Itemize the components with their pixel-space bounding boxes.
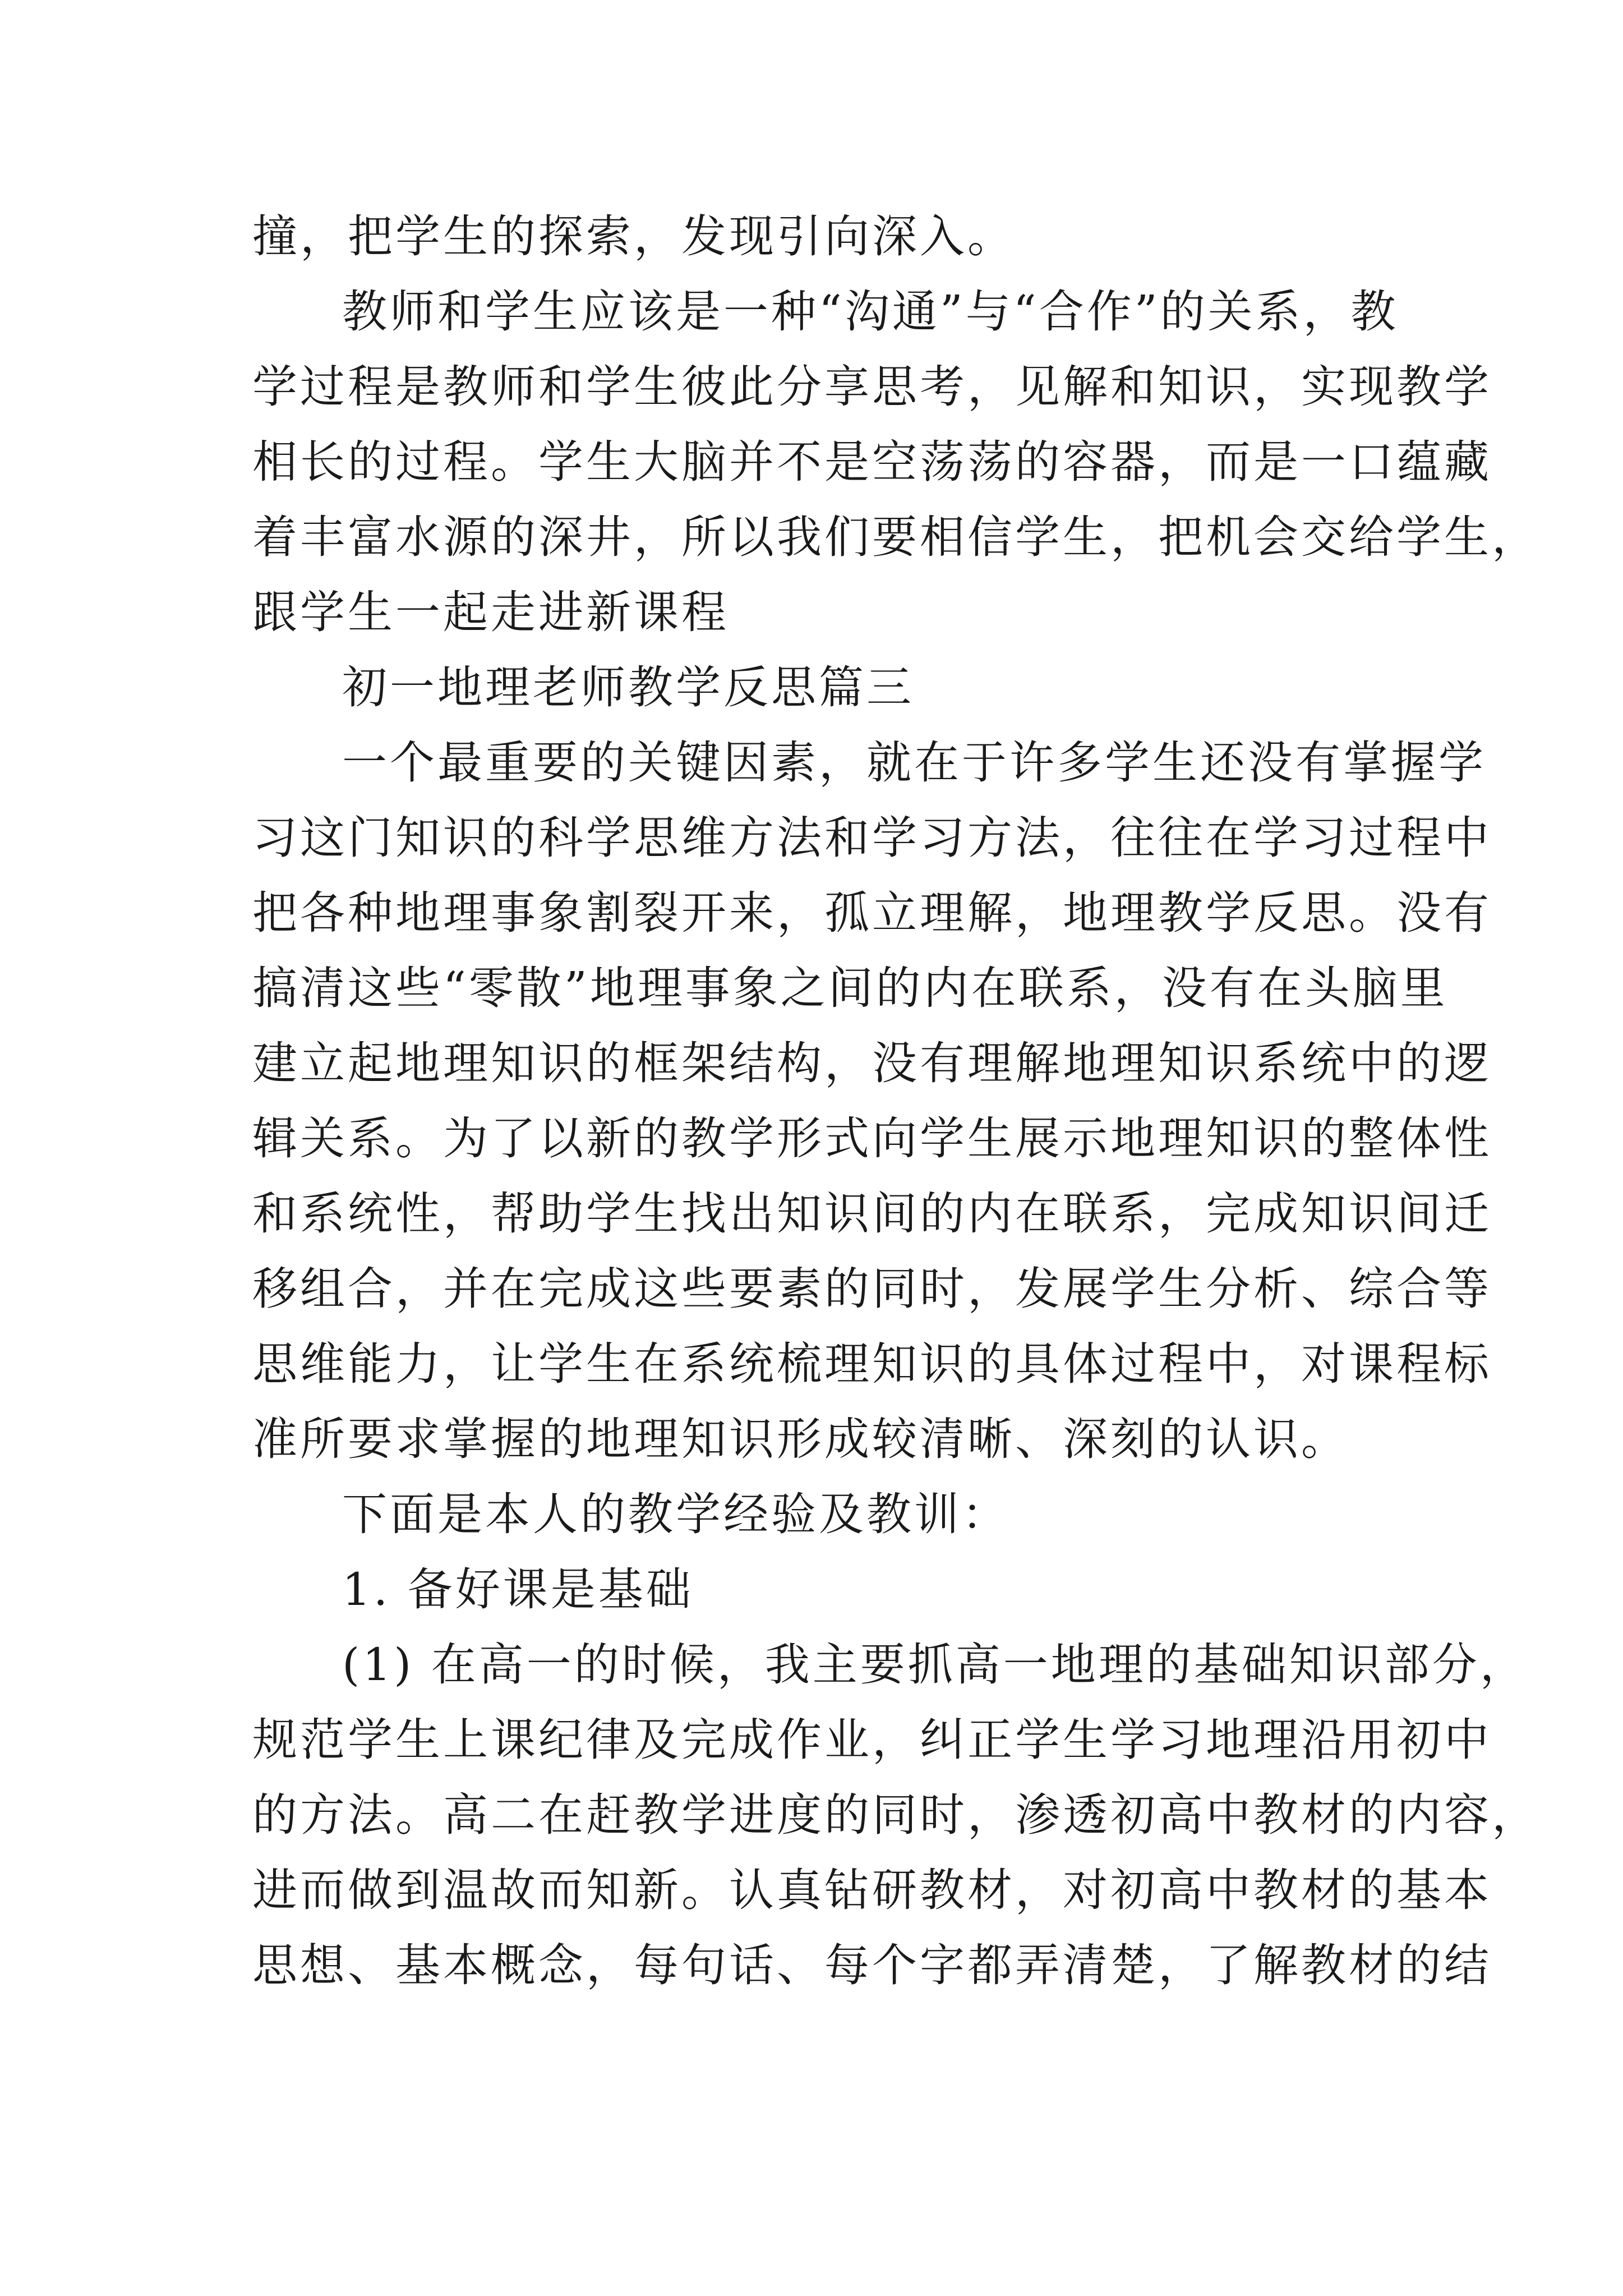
paragraph-item-1 xyxy=(252,1627,1539,2003)
text-line: 进而做到温故而知新。认真钻研教材，对初高中教材的基本 xyxy=(252,1864,1492,1916)
text-line: 一个最重要的关键因素，就在于许多学生还没有掌握学 xyxy=(342,737,1486,789)
text-line: 建立起地理知识的框架结构，没有理解地理知识系统中的逻 xyxy=(252,1037,1492,1089)
text-line: 跟学生一起走进新课程 xyxy=(252,586,729,638)
text-line: 1. 备好课是基础 xyxy=(342,1563,694,1616)
text-line: 的方法。高二在赶教学进度的同时，渗透初高中教材的内容， xyxy=(252,1789,1539,1841)
text-line: 规范学生上课纪律及完成作业，纠正学生学习地理沿用初中 xyxy=(252,1714,1492,1766)
text-line: 移组合，并在完成这些要素的同时，发展学生分析、综合等 xyxy=(252,1263,1492,1315)
paragraph-experience-intro xyxy=(252,1477,1374,1552)
paragraph-continuation xyxy=(252,199,1374,274)
text-line: 着丰富水源的深井，所以我们要相信学生，把机会交给学生， xyxy=(252,511,1539,563)
text-line: 搞清这些“零散”地理事象之间的内在联系，没有在头脑里 xyxy=(252,962,1448,1014)
text-line: (1) 在高一的时候，我主要抓高一地理的基础知识部分， xyxy=(342,1639,1528,1691)
paragraph-teacher-student-relationship xyxy=(252,274,1539,650)
list-item-heading xyxy=(252,1552,1374,1627)
text-line: 和系统性，帮助学生找出知识间的内在联系，完成知识间迁 xyxy=(252,1188,1492,1240)
text-line: 把各种地理事象割裂开来，孤立理解，地理教学反思。没有 xyxy=(252,887,1492,939)
text-line: 思维能力，让学生在系统梳理知识的具体过程中，对课程标 xyxy=(252,1338,1492,1390)
heading-text: 初一地理老师教学反思篇三 xyxy=(342,661,914,714)
text-line: 学过程是教师和学生彼此分享思考，见解和知识，实现教学 xyxy=(252,361,1492,413)
text-line: 辑关系。为了以新的教学形式向学生展示地理知识的整体性 xyxy=(252,1112,1492,1165)
text-line: 教师和学生应该是一种“沟通”与“合作”的关系，教 xyxy=(342,286,1399,338)
text-line: 下面是本人的教学经验及教训： xyxy=(342,1488,1009,1540)
text-line: 相长的过程。学生大脑并不是空荡荡的容器，而是一口蕴藏 xyxy=(252,436,1492,488)
document-body xyxy=(252,199,1539,2003)
text-line: 习这门知识的科学思维方法和学习方法，往往在学习过程中 xyxy=(252,812,1492,864)
text-line: 撞，把学生的探索，发现引向深入。 xyxy=(252,210,1015,263)
section-heading xyxy=(252,650,1374,725)
text-line: 思想、基本概念，每句话、每个字都弄清楚，了解教材的结 xyxy=(252,1939,1492,1991)
text-line: 准所要求掌握的地理知识形成较清晰、深刻的认识。 xyxy=(252,1413,1349,1465)
paragraph-key-factor xyxy=(252,725,1492,1477)
